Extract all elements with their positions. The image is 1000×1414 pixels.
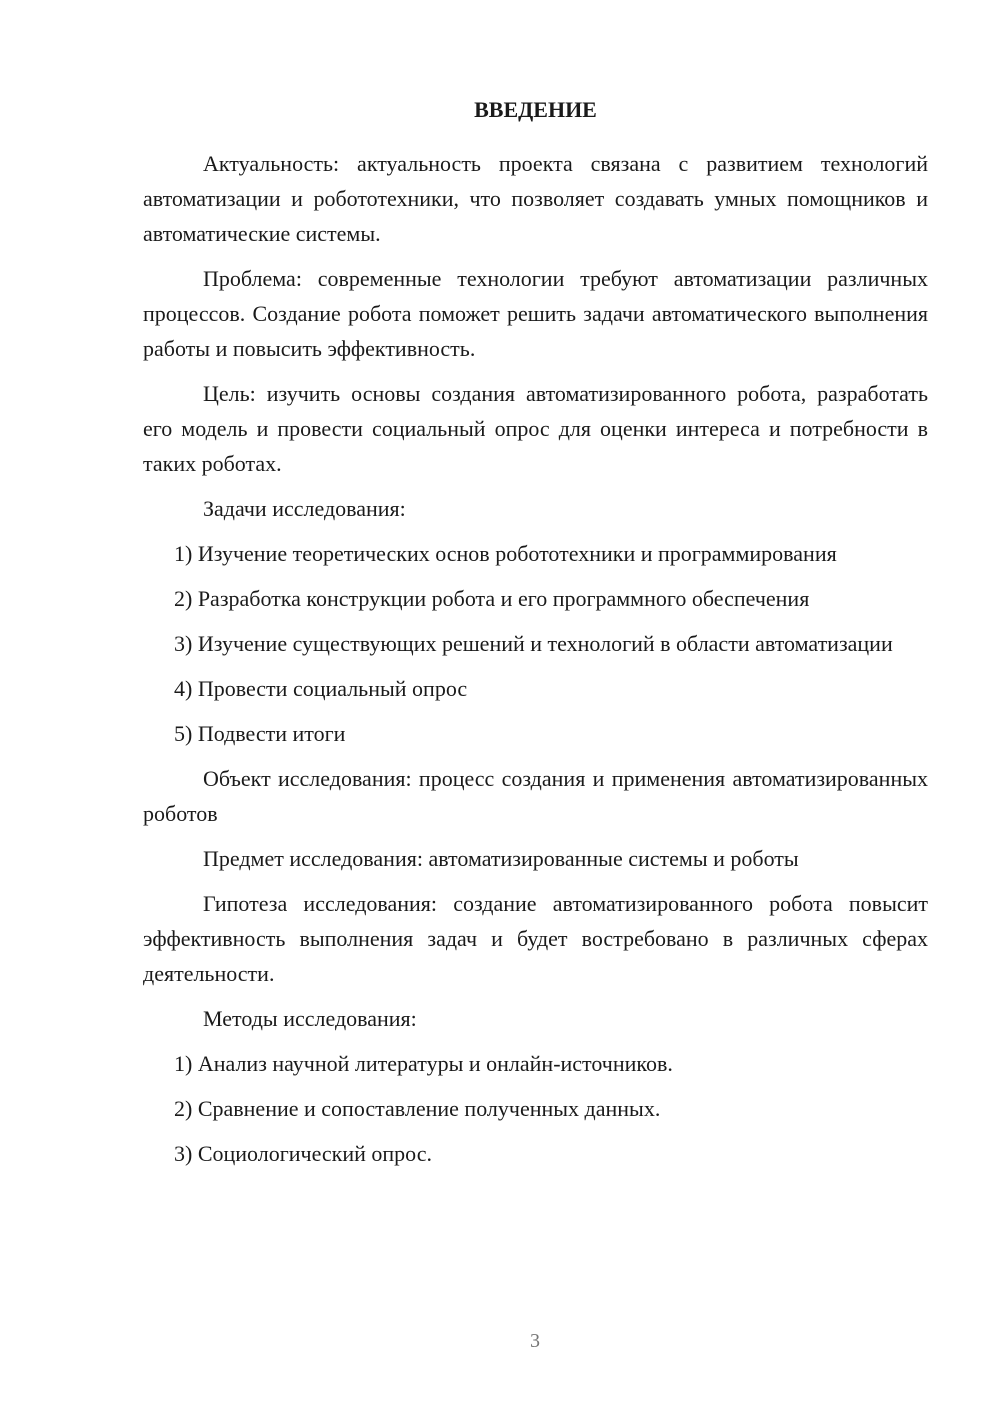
relevance-paragraph: Актуальность: актуальность проекта связана с развитием технологий автоматизации и робототехники, что позволяет создавать умных помощников и автоматические системы.	[143, 151, 928, 246]
page-title: ВВЕДЕНИЕ	[474, 97, 597, 122]
subject-paragraph: Предмет исследования: автоматизированные системы и роботы	[203, 846, 799, 871]
hypothesis-paragraph: Гипотеза исследования: создание автоматизированного робота повысит эффективность выполнения задач и будет востребовано в различных сферах деятельности.	[143, 891, 928, 986]
method-item: 2) Сравнение и сопоставление полученных данных.	[174, 1096, 661, 1121]
task-item: 1) Изучение теоретических основ робототехники и программирования	[174, 541, 837, 566]
goal-paragraph: Цель: изучить основы создания автоматизированного робота, разработать его модель и провести социальный опрос для оценки интереса и потребности в таких роботах.	[143, 381, 928, 476]
problem-paragraph: Проблема: современные технологии требуют автоматизации различных процессов. Создание робота поможет решить задачи автоматического выполнения работы и повысить эффективность.	[143, 266, 928, 361]
methods-title: Методы исследования:	[203, 1006, 417, 1031]
page-content	[143, 92, 928, 1181]
task-item: 4) Провести социальный опрос	[174, 676, 468, 701]
method-item: 3) Социологический опрос.	[174, 1141, 432, 1166]
tasks-title: Задачи исследования:	[203, 496, 406, 521]
task-item: 2) Разработка конструкции робота и его программного обеспечения	[174, 586, 810, 611]
task-item: 5) Подвести итоги	[174, 721, 346, 746]
task-item: 3) Изучение существующих решений и технологий в области автоматизации	[174, 631, 893, 656]
object-paragraph: Объект исследования: процесс создания и применения автоматизированных роботов	[143, 766, 928, 826]
method-item: 1) Анализ научной литературы и онлайн-источников.	[174, 1051, 673, 1076]
page-number: 3	[530, 1330, 540, 1352]
